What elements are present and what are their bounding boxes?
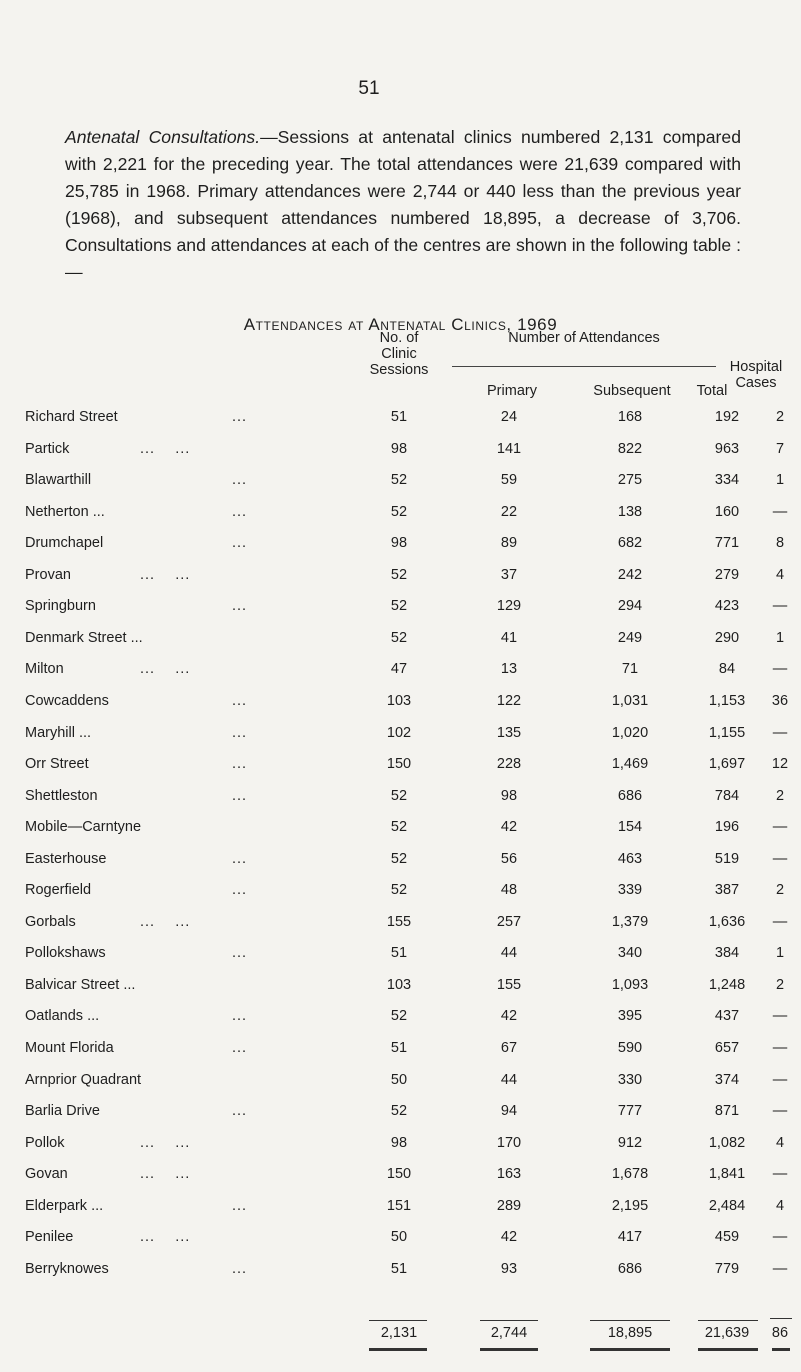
cell-primary: 37 (500, 566, 518, 583)
cell-primary: 257 (496, 913, 522, 930)
cell-subsequent: 249 (617, 629, 643, 646)
cell-primary: 170 (496, 1134, 522, 1151)
table-row (0, 1008, 801, 1032)
cell-leader-dots: ... ... (140, 566, 191, 583)
total-primary: 2,744 (490, 1325, 528, 1341)
cell-subsequent: 1,379 (611, 913, 649, 930)
cell-clinic-name: Orr Street (25, 756, 89, 773)
cell-hospital: 4 (775, 1197, 785, 1214)
cell-subsequent: 168 (617, 409, 643, 425)
table-row (0, 1135, 801, 1159)
total-double-rule (698, 1348, 758, 1351)
cell-subsequent: 395 (617, 1008, 643, 1025)
total-sessions: 2,131 (380, 1325, 418, 1341)
table-row (0, 441, 801, 465)
header-primary: Primary (487, 383, 537, 399)
cell-clinic-name: Rogerfield (25, 882, 92, 899)
cell-total: 871 (714, 1103, 740, 1120)
cell-primary: 22 (500, 503, 518, 520)
cell-hospital: — (772, 850, 788, 867)
cell-sessions: 52 (390, 787, 408, 804)
cell-primary: 129 (496, 598, 522, 615)
cell-total: 2,484 (708, 1197, 746, 1214)
cell-subsequent: 2,195 (611, 1197, 649, 1214)
cell-primary: 94 (500, 1103, 518, 1120)
cell-total: 387 (714, 882, 740, 899)
cell-sessions: 103 (386, 976, 412, 993)
cell-total: 334 (714, 472, 740, 489)
table-row (0, 882, 801, 906)
table-row (0, 472, 801, 496)
cell-primary: 42 (500, 1008, 518, 1025)
cell-sessions: 52 (390, 629, 408, 646)
cell-hospital: — (772, 1166, 788, 1183)
cell-primary: 67 (500, 1040, 518, 1056)
cell-total: 784 (714, 787, 740, 804)
table-row (0, 1103, 801, 1127)
cell-subsequent: 242 (617, 566, 643, 583)
cell-hospital: — (772, 1229, 788, 1246)
cell-total: 459 (714, 1229, 740, 1246)
subsequent-sum-rule (590, 1320, 670, 1321)
cell-clinic-name: Cowcaddens (25, 692, 109, 709)
cell-leader-dots: ... (232, 535, 248, 552)
table-row (0, 598, 801, 622)
cell-sessions: 50 (390, 1071, 408, 1088)
header-sessions (355, 330, 443, 378)
cell-primary: 98 (500, 787, 518, 804)
cell-total: 1,636 (708, 913, 746, 930)
cell-leader-dots: ... (232, 882, 248, 899)
cell-hospital: — (772, 1260, 788, 1277)
total-total: 21,639 (704, 1325, 750, 1341)
cell-total: 779 (714, 1260, 740, 1277)
cell-leader-dots: ... (232, 756, 248, 773)
cell-hospital: 2 (775, 976, 785, 993)
cell-sessions: 51 (390, 1260, 408, 1277)
cell-leader-dots: ... ... (140, 661, 191, 678)
table-row (0, 819, 801, 843)
header-sessions-line1: No. of (379, 330, 419, 346)
cell-subsequent: 275 (617, 472, 643, 489)
cell-clinic-name: Mobile—Carntyne (25, 819, 142, 836)
primary-sum-rule (480, 1320, 538, 1321)
table-row (0, 725, 801, 749)
total-hospital: 86 (771, 1325, 789, 1341)
cell-primary: 163 (496, 1166, 522, 1183)
cell-subsequent: 1,093 (611, 976, 649, 993)
header-subsequent: Subsequent (593, 383, 671, 399)
cell-hospital: — (772, 1071, 788, 1088)
cell-hospital: 1 (775, 472, 785, 489)
cell-total: 1,841 (708, 1166, 746, 1183)
cell-sessions: 151 (386, 1197, 412, 1214)
cell-subsequent: 777 (617, 1103, 643, 1120)
total-sum-rule (698, 1320, 758, 1321)
cell-primary: 93 (500, 1260, 518, 1277)
cell-sessions: 52 (390, 819, 408, 836)
cell-hospital: 2 (775, 882, 785, 899)
cell-sessions: 47 (390, 661, 408, 678)
header-total: Total (696, 383, 728, 399)
cell-sessions: 155 (386, 913, 412, 930)
cell-subsequent: 339 (617, 882, 643, 899)
cell-clinic-name: Gorbals (25, 913, 76, 930)
table-row (0, 756, 801, 780)
cell-hospital: — (772, 724, 788, 741)
intro-lead: Antenatal Consultations. (65, 127, 261, 147)
table-row (0, 788, 801, 812)
cell-sessions: 98 (390, 535, 408, 552)
cell-hospital: 12 (771, 756, 789, 773)
cell-primary: 44 (500, 945, 518, 962)
table-row (0, 914, 801, 938)
cell-subsequent: 682 (617, 535, 643, 552)
cell-total: 1,155 (708, 724, 746, 741)
table-row (0, 409, 801, 433)
subsequent-double-rule (590, 1348, 670, 1351)
primary-double-rule (480, 1348, 538, 1351)
cell-hospital: 36 (771, 692, 789, 709)
cell-total: 1,153 (708, 692, 746, 709)
cell-clinic-name: Pollokshaws (25, 945, 106, 962)
cell-sessions: 150 (386, 756, 412, 773)
cell-total: 771 (714, 535, 740, 552)
cell-total: 437 (714, 1008, 740, 1025)
table-row (0, 1040, 801, 1064)
cell-leader-dots: ... ... (140, 913, 191, 930)
cell-clinic-name: Richard Street (25, 409, 118, 425)
cell-clinic-name: Blawarthill (25, 472, 92, 489)
cell-subsequent: 686 (617, 787, 643, 804)
cell-primary: 59 (500, 472, 518, 489)
cell-clinic-name: Arnprior Quadrant (25, 1071, 142, 1088)
cell-sessions: 98 (390, 1134, 408, 1151)
cell-hospital: — (772, 1008, 788, 1025)
cell-hospital: 2 (775, 409, 785, 425)
cell-sessions: 52 (390, 566, 408, 583)
cell-hospital: 2 (775, 787, 785, 804)
cell-sessions: 51 (390, 409, 408, 425)
cell-primary: 228 (496, 756, 522, 773)
cell-hospital: 4 (775, 1134, 785, 1151)
table-row (0, 567, 801, 591)
cell-leader-dots: ... (232, 1103, 248, 1120)
cell-total: 423 (714, 598, 740, 615)
cell-clinic-name: Netherton ... (25, 503, 105, 520)
cell-total: 196 (714, 819, 740, 836)
table-row (0, 851, 801, 875)
cell-leader-dots: ... (232, 472, 248, 489)
cell-subsequent: 1,020 (611, 724, 649, 741)
cell-hospital: — (772, 598, 788, 615)
cell-subsequent: 138 (617, 503, 643, 520)
cell-primary: 122 (496, 692, 522, 709)
page-number: 51 (358, 78, 380, 99)
cell-hospital: — (772, 913, 788, 930)
cell-primary: 135 (496, 724, 522, 741)
cell-clinic-name: Drumchapel (25, 535, 104, 552)
cell-clinic-name: Oatlands ... (25, 1008, 100, 1025)
cell-sessions: 52 (390, 882, 408, 899)
cell-clinic-name: Elderpark ... (25, 1197, 104, 1214)
cell-clinic-name: Easterhouse (25, 850, 107, 867)
cell-clinic-name: Govan (25, 1166, 68, 1183)
table-row (0, 693, 801, 717)
cell-total: 1,248 (708, 976, 746, 993)
cell-leader-dots: ... (232, 724, 248, 741)
cell-primary: 42 (500, 1229, 518, 1246)
cell-hospital: — (772, 503, 788, 520)
table-title: Attendances at Antenatal Clinics, 1969 (243, 315, 558, 334)
cell-leader-dots: ... (232, 1260, 248, 1277)
cell-primary: 13 (500, 661, 518, 678)
cell-leader-dots: ... ... (140, 440, 191, 457)
cell-leader-dots: ... (232, 945, 248, 962)
cell-clinic-name: Barlia Drive (25, 1103, 100, 1120)
header-hospital-line2: Cases (735, 375, 777, 391)
cell-primary: 141 (496, 440, 522, 457)
cell-subsequent: 294 (617, 598, 643, 615)
cell-sessions: 50 (390, 1229, 408, 1246)
cell-total: 290 (714, 629, 740, 646)
cell-subsequent: 822 (617, 440, 643, 457)
cell-primary: 48 (500, 882, 518, 899)
table-row (0, 945, 801, 969)
cell-subsequent: 463 (617, 850, 643, 867)
cell-leader-dots: ... (232, 503, 248, 520)
cell-hospital: 4 (775, 566, 785, 583)
header-group-rule (452, 366, 716, 367)
cell-leader-dots: ... (232, 1040, 248, 1056)
cell-leader-dots: ... (232, 787, 248, 804)
table-row (0, 630, 801, 654)
cell-total: 963 (714, 440, 740, 457)
cell-sessions: 52 (390, 850, 408, 867)
cell-hospital: 1 (775, 629, 785, 646)
table-row (0, 661, 801, 685)
cell-clinic-name: Maryhill ... (25, 724, 92, 741)
cell-total: 160 (714, 503, 740, 520)
cell-primary: 155 (496, 976, 522, 993)
cell-subsequent: 71 (621, 661, 639, 678)
cell-subsequent: 1,469 (611, 756, 649, 773)
cell-clinic-name: Shettleston (25, 787, 98, 804)
cell-total: 657 (714, 1040, 740, 1056)
cell-total: 192 (714, 409, 740, 425)
hospital-sum-rule (770, 1318, 792, 1319)
cell-total: 84 (718, 661, 736, 678)
cell-hospital: — (772, 1103, 788, 1120)
cell-leader-dots: ... (232, 409, 248, 425)
table-row (0, 1198, 801, 1222)
table-row (0, 1261, 801, 1285)
cell-total: 374 (714, 1071, 740, 1088)
header-sessions-line3: Sessions (369, 362, 429, 378)
cell-total: 1,082 (708, 1134, 746, 1151)
header-hospital-line1: Hospital (729, 359, 783, 375)
cell-leader-dots: ... ... (140, 1166, 191, 1183)
cell-hospital: — (772, 1040, 788, 1056)
cell-leader-dots: ... ... (140, 1134, 191, 1151)
cell-subsequent: 417 (617, 1229, 643, 1246)
cell-primary: 89 (500, 535, 518, 552)
cell-clinic-name: Springburn (25, 598, 96, 615)
cell-sessions: 52 (390, 1103, 408, 1120)
cell-primary: 56 (500, 850, 518, 867)
cell-leader-dots: ... (232, 850, 248, 867)
cell-total: 1,697 (708, 756, 746, 773)
cell-total: 519 (714, 850, 740, 867)
sessions-double-rule (369, 1348, 427, 1351)
cell-clinic-name: Provan (25, 566, 71, 583)
hospital-double-rule (772, 1348, 790, 1351)
cell-hospital: 8 (775, 535, 785, 552)
cell-sessions: 103 (386, 692, 412, 709)
cell-sessions: 52 (390, 598, 408, 615)
cell-sessions: 52 (390, 472, 408, 489)
cell-sessions: 51 (390, 945, 408, 962)
cell-clinic-name: Balvicar Street ... (25, 976, 136, 993)
sessions-sum-rule (369, 1320, 427, 1321)
cell-sessions: 51 (390, 1040, 408, 1056)
cell-leader-dots: ... (232, 598, 248, 615)
cell-leader-dots: ... (232, 1197, 248, 1214)
cell-clinic-name: Partick (25, 440, 70, 457)
intro-paragraph (65, 124, 741, 286)
cell-total: 279 (714, 566, 740, 583)
cell-clinic-name: Denmark Street ... (25, 629, 143, 646)
cell-subsequent: 686 (617, 1260, 643, 1277)
header-sessions-line2: Clinic (381, 346, 417, 362)
table-row (0, 1072, 801, 1096)
cell-sessions: 98 (390, 440, 408, 457)
table-row (0, 535, 801, 559)
cell-primary: 44 (500, 1071, 518, 1088)
cell-subsequent: 340 (617, 945, 643, 962)
cell-subsequent: 1,678 (611, 1166, 649, 1183)
cell-clinic-name: Berryknowes (25, 1260, 109, 1277)
cell-hospital: 7 (775, 440, 785, 457)
cell-clinic-name: Penilee (25, 1229, 74, 1246)
total-subsequent: 18,895 (607, 1325, 653, 1341)
cell-leader-dots: ... (232, 1008, 248, 1025)
cell-subsequent: 590 (617, 1040, 643, 1056)
cell-sessions: 102 (386, 724, 412, 741)
cell-leader-dots: ... ... (140, 1229, 191, 1246)
cell-primary: 42 (500, 819, 518, 836)
table-row (0, 1166, 801, 1190)
table-row (0, 977, 801, 1001)
cell-hospital: — (772, 819, 788, 836)
cell-primary: 41 (500, 629, 518, 646)
cell-subsequent: 1,031 (611, 692, 649, 709)
cell-clinic-name: Pollok (25, 1134, 65, 1151)
cell-subsequent: 154 (617, 819, 643, 836)
cell-sessions: 52 (390, 503, 408, 520)
intro-text: —Sessions at antenatal clinics numbered 2,131 compared with 2,221 for the preceding year. The total attendances were 21,639 compared with 25,785 in 1968. Primary attendances were 2,744 or 440 less than the previous year (1968), and subsequent attendances numbered 18,895, a decrease of 3,706. Consultations and attendances at each of the centres are shown in the following table :— (65, 127, 741, 282)
cell-sessions: 150 (386, 1166, 412, 1183)
table-row (0, 504, 801, 528)
cell-clinic-name: Mount Florida (25, 1040, 114, 1056)
cell-clinic-name: Milton (25, 661, 64, 678)
header-group: Number of Attendances (508, 330, 660, 346)
cell-primary: 24 (500, 409, 518, 425)
cell-leader-dots: ... (232, 692, 248, 709)
cell-subsequent: 330 (617, 1071, 643, 1088)
cell-sessions: 52 (390, 1008, 408, 1025)
cell-total: 384 (714, 945, 740, 962)
cell-hospital: 1 (775, 945, 785, 962)
cell-primary: 289 (496, 1197, 522, 1214)
table-row (0, 1229, 801, 1253)
cell-subsequent: 912 (617, 1134, 643, 1151)
cell-hospital: — (772, 661, 788, 678)
